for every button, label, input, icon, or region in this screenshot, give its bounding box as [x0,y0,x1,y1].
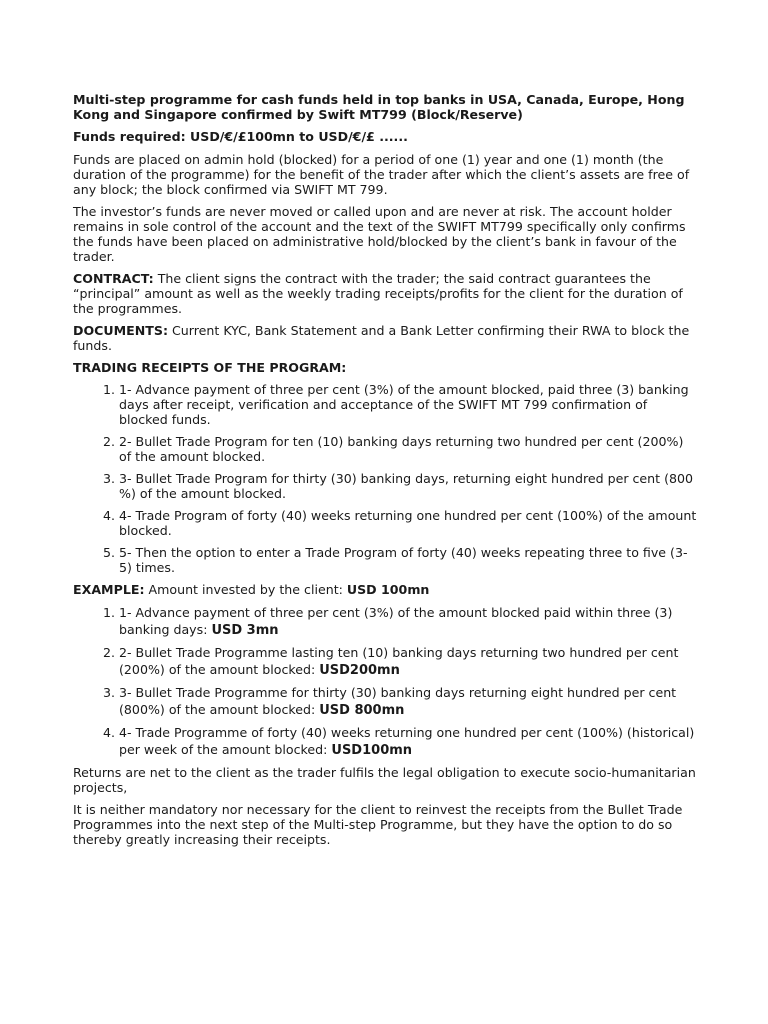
example-item-amount: USD 3mn [211,623,279,638]
list-item [119,684,698,719]
example-item-text: 3- Bullet Trade Programme for thirty (30) banking days returning eight hundred per cent (800%) of the amount blocked: [119,685,677,717]
list-item: 4. 4- Trade Program of forty (40) weeks returning one hundred per cent (100%) of the amount blocked. [119,508,698,538]
list-item [119,724,698,759]
example-label: EXAMPLE: [73,582,145,597]
example-text: Amount invested by the client: [144,582,347,597]
document-title: Multi-step programme for cash funds held in top banks in USA, Canada, Europe, Hong Kong and Singapore confirmed by Swift MT799 (Block/Reserve) [73,92,685,122]
list-item: 1. 1- Advance payment of three per cent (3%) of the amount blocked, paid three (3) banking days after receipt, verification and acceptance of the SWIFT MT 799 confirmation of blocked funds. [119,382,698,427]
paragraph-investor-funds: The investor’s funds are never moved or called upon and are never at risk. The account holder remains in sole control of the account and the text of the SWIFT MT799 specifically only confirms the funds have been placed on administrative hold/blocked by the client’s bank in favour of the trader. [73,204,686,264]
contract-text: The client signs the contract with the trader; the said contract guarantees the “principal” amount as well as the weekly trading receipts/profits for the client for the duration of the programmes. [73,271,683,316]
paragraph-returns: Returns are net to the client as the trader fulfils the legal obligation to execute socio-humanitarian projects, [73,765,696,795]
list-item: 3. 3- Bullet Trade Program for thirty (30) banking days, returning eight hundred per cent (800 %) of the amount blocked. [119,471,698,501]
list-item [119,644,698,679]
trading-heading-text: TRADING RECEIPTS OF THE PROGRAM: [73,360,347,375]
list-item [119,604,698,639]
list-item: 2. 2- Bullet Trade Program for ten (10) banking days returning two hundred per cent (200%) of the amount blocked. [119,434,698,464]
paragraph-contract [73,271,698,316]
documents-label: DOCUMENTS: [73,323,169,338]
paragraph-admin-hold: Funds are placed on admin hold (blocked) for a period of one (1) year and one (1) month (the duration of the programme) for the benefit of the trader after which the client’s assets are free of any block; the block confirmed via SWIFT MT 799. [73,152,690,197]
example-item-amount: USD200mn [319,663,400,678]
example-item-amount: USD100mn [331,743,413,758]
funds-required: Funds required: USD/€/£100mn to USD/€/£ ...... [73,129,408,144]
documents-text: Current KYC, Bank Statement and a Bank Letter confirming their RWA to block the funds. [73,323,690,353]
trading-receipts-list [73,382,698,575]
example-item-text: 1- Advance payment of three per cent (3%) of the amount blocked paid within three (3) banking days: [119,605,673,637]
paragraph-documents [73,323,698,353]
contract-label: CONTRACT: [73,271,154,286]
list-item: 5. 5- Then the option to enter a Trade Program of forty (40) weeks repeating three to five (3-5) times. [119,545,698,575]
paragraph-example [73,582,698,597]
trading-receipts-heading [73,360,698,375]
example-item-text: 4- Trade Programme of forty (40) weeks returning one hundred per cent (100%) (historical) per week of the amount blocked: [119,725,695,757]
example-item-text: 2- Bullet Trade Programme lasting ten (10) banking days returning two hundred per cent (200%) of the amount blocked: [119,645,679,677]
example-list [73,604,698,759]
example-item-amount: USD 800mn [319,703,405,718]
example-amount: USD 100mn [346,582,430,597]
paragraph-reinvest: It is neither mandatory nor necessary for the client to reinvest the receipts from the Bullet Trade Programmes into the next step of the Multi-step Programme, but they have the option to do so thereby greatly increasing their receipts. [73,802,683,847]
